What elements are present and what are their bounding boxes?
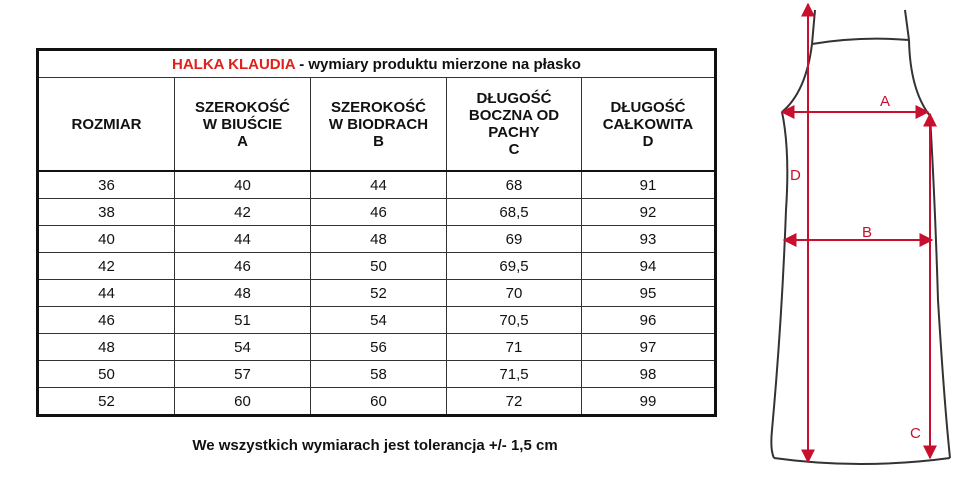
column-header-line: A [237, 132, 248, 150]
table-row [38, 253, 716, 280]
table-cell: 93 [582, 226, 716, 253]
table-cell: 40 [175, 171, 311, 199]
table-cell: 91 [582, 171, 716, 199]
column-header-0 [38, 78, 175, 172]
table-cell: 72 [447, 388, 582, 416]
table-title [38, 50, 716, 78]
table-row [38, 280, 716, 307]
table-cell: 69,5 [447, 253, 582, 280]
table-cell: 52 [38, 388, 175, 416]
table-cell: 40 [38, 226, 175, 253]
table-cell: 48 [38, 334, 175, 361]
table-cell: 50 [311, 253, 447, 280]
column-header-line: PACHY [488, 124, 540, 141]
table-title-row [38, 50, 716, 78]
tolerance-note: We wszystkich wymiarach jest tolerancja +/- 1,5 cm [192, 437, 558, 454]
table-cell: 70 [447, 280, 582, 307]
table-cell: 94 [582, 253, 716, 280]
table-cell: 92 [582, 199, 716, 226]
table-cell: 36 [38, 171, 175, 199]
column-header-2 [311, 78, 447, 172]
table-cell: 70,5 [447, 307, 582, 334]
table-cell: 57 [175, 361, 311, 388]
label-a: A [880, 93, 891, 110]
dress-outline [771, 10, 950, 464]
table-cell: 69 [447, 226, 582, 253]
column-header-4 [582, 78, 716, 172]
table-cell: 96 [582, 307, 716, 334]
table-cell: 60 [311, 388, 447, 416]
table-cell: 71,5 [447, 361, 582, 388]
column-header-1 [175, 78, 311, 172]
column-header-line: W BIUŚCIE [202, 115, 283, 133]
column-header-line: DŁUGOŚĆ [476, 90, 552, 107]
table-cell: 56 [311, 334, 447, 361]
column-header-3 [447, 78, 582, 172]
table-cell: 48 [175, 280, 311, 307]
table-row [38, 361, 716, 388]
table-row [38, 388, 716, 416]
table-cell: 42 [38, 253, 175, 280]
table-cell: 68,5 [447, 199, 582, 226]
column-header-line: W BIODRACH [328, 115, 429, 133]
table-cell: 97 [582, 334, 716, 361]
column-header-line: DŁUGOŚĆ [610, 98, 686, 116]
column-header-line: B [373, 132, 384, 150]
size-table [36, 48, 717, 417]
table-cell: 46 [311, 199, 447, 226]
table-cell: 50 [38, 361, 175, 388]
table-cell: 42 [175, 199, 311, 226]
table-cell: 60 [175, 388, 311, 416]
table-cell: 46 [38, 307, 175, 334]
product-name: HALKA KLAUDIA [172, 55, 296, 73]
table-cell: 71 [447, 334, 582, 361]
table-header-row [38, 78, 716, 172]
table-row [38, 171, 716, 199]
table-cell: 38 [38, 199, 175, 226]
table-cell: 54 [311, 307, 447, 334]
column-header-line: SZEROKOŚĆ [194, 98, 290, 116]
table-row [38, 226, 716, 253]
table-row [38, 334, 716, 361]
table-cell: 99 [582, 388, 716, 416]
table-cell: 98 [582, 361, 716, 388]
label-c: C [910, 425, 921, 442]
column-header-line: CAŁKOWITA [602, 115, 694, 133]
table-cell: 95 [582, 280, 716, 307]
dress-measurement-diagram [760, 0, 964, 488]
column-header-line: ROZMIAR [71, 115, 142, 133]
table-row [38, 199, 716, 226]
table-row [38, 307, 716, 334]
table-cell: 44 [38, 280, 175, 307]
table-cell: 44 [311, 171, 447, 199]
table-cell: 44 [175, 226, 311, 253]
table-cell: 58 [311, 361, 447, 388]
table-title-description: - wymiary produktu mierzone na płasko [295, 55, 581, 73]
table-cell: 48 [311, 226, 447, 253]
column-header-line: BOCZNA OD [468, 107, 560, 124]
label-b: B [862, 224, 873, 241]
table-cell: 54 [175, 334, 311, 361]
table-cell: 68 [447, 171, 582, 199]
table-cell: 52 [311, 280, 447, 307]
column-header-line: C [508, 141, 520, 158]
label-d: D [790, 167, 801, 184]
table-cell: 51 [175, 307, 311, 334]
column-header-line: SZEROKOŚĆ [330, 98, 426, 116]
column-header-line: D [642, 132, 654, 150]
table-cell: 46 [175, 253, 311, 280]
